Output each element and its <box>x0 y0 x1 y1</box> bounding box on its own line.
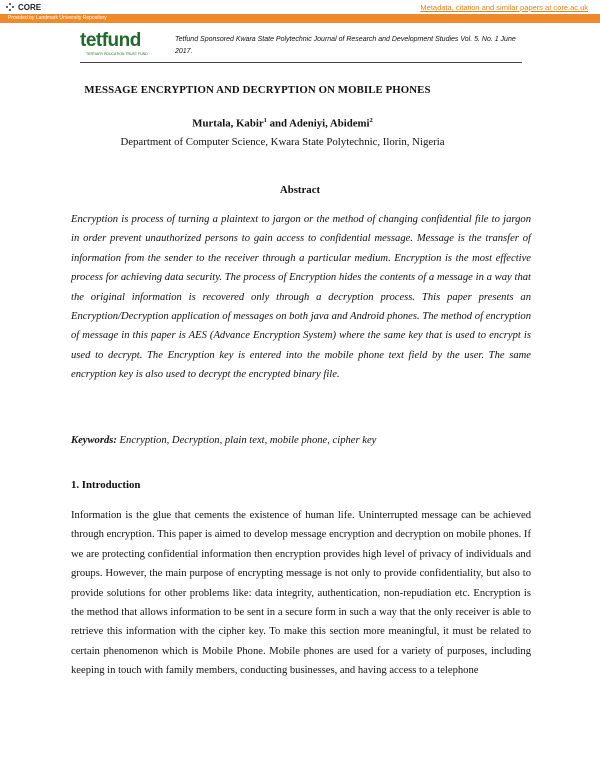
core-metadata-link[interactable]: Metadata, citation and similar papers at core.ac.uk <box>420 3 588 12</box>
author-2-affil-mark: 2 <box>369 117 373 124</box>
intro-text: Information is the glue that cements the existence of human life. Uninterrupted message can be achieved through encryption. This paper is aimed to develop message encryption and decryption on mobile phones. If we are protecting confidential information then encryption provides high level of privacy of individuals and groups. However, the main purpose of encrypting message is not only to provide confidentiality, but also to provide solutions for other problems like: data integrity, authentication, non-repudiation etc. Encryption is the method that allows information to be sent in a secure form in such a way that the only receiver is able to retrieve this information with the cipher key. To make this section more meaningful, it must be related to certain phenomenon which is Mobile Phone. Mobile phones are used for a variety of purposes, including keeping in touch with family members, conducting businesses, and having access to a telephone <box>71 510 531 677</box>
core-dots-icon <box>6 3 15 12</box>
tetfund-logo-tagline: TERTIARY EDUCATION TRUST FUND <box>86 52 148 56</box>
keywords-label: Keywords: <box>71 435 117 446</box>
tetfund-logo-text: tetfund <box>80 30 141 51</box>
provided-by-bar <box>0 14 600 23</box>
author-1: Murtala, Kabir <box>192 117 264 130</box>
header-divider <box>80 62 522 63</box>
affiliation: Department of Computer Science, Kwara State Polytechnic, Ilorin, Nigeria <box>120 136 445 148</box>
author-joiner: and <box>266 117 290 130</box>
provided-by-text[interactable]: Provided by Landmark University Repository <box>8 15 107 21</box>
journal-citation: Tetfund Sponsored Kwara State Polytechnic Journal of Research and Development Studies Vol. 5. No. 1 June 2017. <box>175 36 516 55</box>
author-2: Adeniyi, Abidemi <box>289 117 370 130</box>
abstract-text: Encryption is process of turning a plaintext to jargon or the method of changing confidential file to jargon in order prevent unauthorized persons to gain access to confidential message. Message is the transfer of information from the sender to the receiver through a particular medium. Encryption is the most effective process for achieving data security. The process of Encryption hides the contents of a message in a way that the original information is recovered only through a decryption process. This paper presents an Encryption/Decryption application of messages on both java and Android phones. The method of encryption of message in this paper is AES (Advance Encryption System) where the same key that is used to encrypt is used to decrypt. The Encryption key is entered into the mobile phone text field by the user. The same encryption key is also used to decrypt the encrypted binary file. <box>71 214 531 381</box>
keywords-list: Encryption, Decryption, plain text, mobile phone, cipher key <box>116 435 377 446</box>
tetfund-logo <box>80 30 150 60</box>
paper-title: MESSAGE ENCRYPTION AND DECRYPTION ON MOBILE PHONES <box>84 84 431 96</box>
intro-heading: 1. Introduction <box>71 479 141 491</box>
core-label: CORE <box>18 3 42 12</box>
author-1-affil-mark: 1 <box>263 117 267 124</box>
core-logo[interactable] <box>6 2 41 13</box>
core-banner <box>0 0 600 14</box>
authors <box>0 117 565 130</box>
keywords <box>71 435 531 446</box>
abstract-heading: Abstract <box>279 184 321 196</box>
